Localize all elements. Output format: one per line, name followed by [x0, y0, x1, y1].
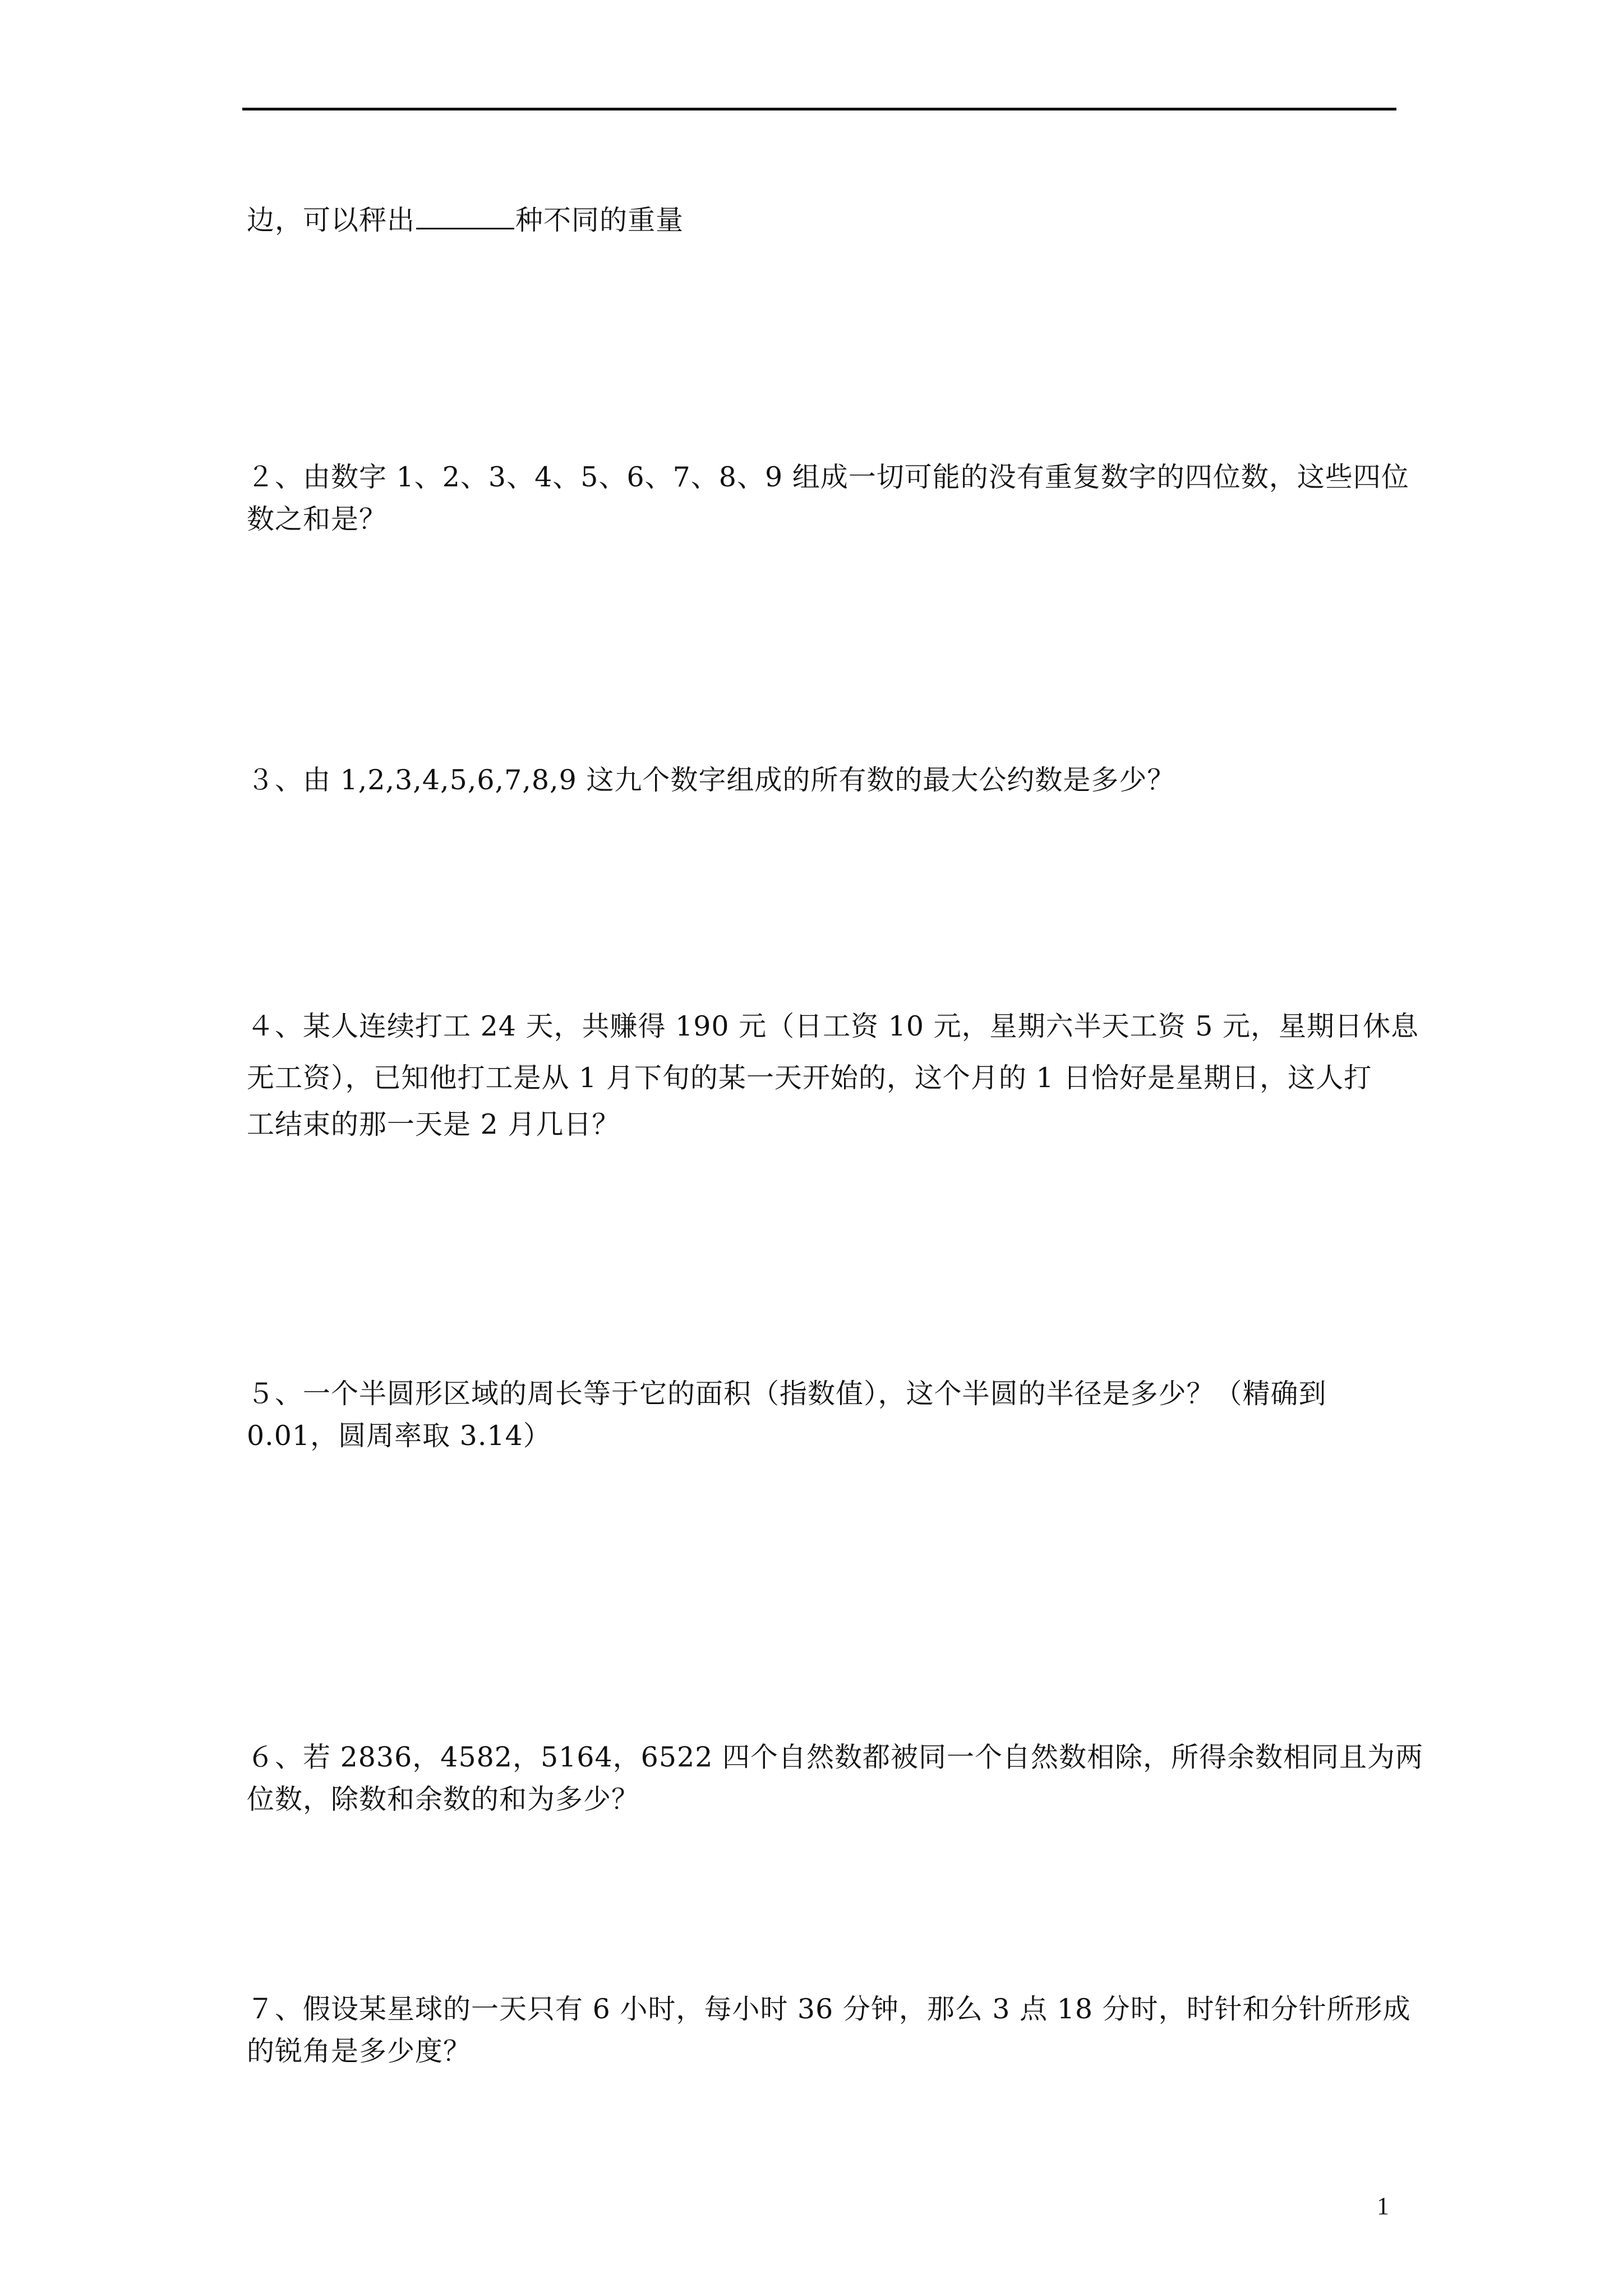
page-number: 1 — [1377, 2192, 1389, 2220]
answer-blank[interactable] — [416, 203, 514, 229]
question-6-line-1: ６、若 2836，4582，5164，6522 四个自然数都被同一个自然数相除，所得余数相同且为两 — [247, 1741, 1423, 1773]
question-1-text-after-blank: 种不同的重量 — [515, 204, 684, 236]
question-2-line-2: 数之和是？ — [247, 503, 388, 535]
question-4-line-3: 工结束的那一天是 2 月几日？ — [247, 1108, 620, 1140]
question-6-line-2: 位数，除数和余数的和为多少？ — [247, 1783, 640, 1815]
question-4-line-1: ４、某人连续打工 24 天，共赚得 190 元（日工资 10 元，星期六半天工资 5 元，星期日休息 — [247, 1010, 1419, 1042]
header-rule — [242, 108, 1396, 111]
question-5-line-1: ５、一个半圆形区域的周长等于它的面积（指数值），这个半圆的半径是多少？（精确到 — [247, 1378, 1327, 1410]
question-7-line-1: ７、假设某星球的一天只有 6 小时，每小时 36 分钟，那么 3 点 18 分时，时针和分针所形成 — [247, 1993, 1411, 2025]
question-1-line-1 — [247, 202, 684, 239]
question-4-line-2: 无工资），已知他打工是从 1 月下旬的某一天开始的，这个月的 1 日恰好是星期日，这人打 — [247, 1062, 1372, 1094]
question-7-line-2: 的锐角是多少度？ — [247, 2035, 472, 2067]
question-5-line-2: 0.01，圆周率取 3.14） — [247, 1420, 551, 1452]
question-3-line-1: ３、由 1,2,3,4,5,6,7,8,9 这九个数字组成的所有数的最大公约数是多少？ — [247, 764, 1175, 796]
question-2-line-1: ２、由数字 1、2、3、4、5、6、7、8、9 组成一切可能的没有重复数字的四位数，这些四位 — [247, 461, 1409, 493]
question-1-text-before-blank: 边，可以秤出 — [247, 204, 416, 236]
